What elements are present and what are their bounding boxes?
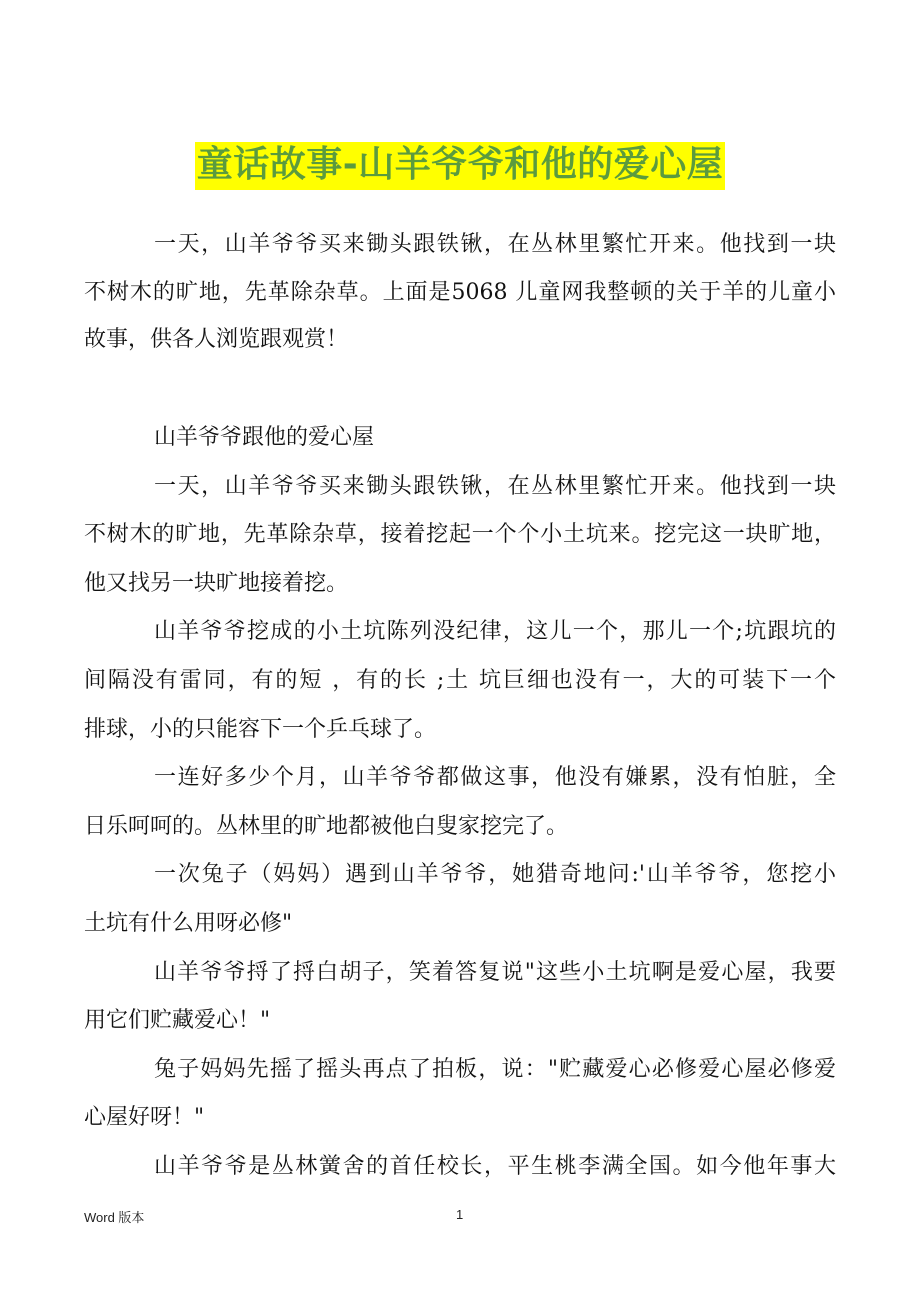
text-line: 他又找另一块旷地接着挖。 (84, 570, 349, 596)
text-line: 不树木的旷地，先革除杂草，接着挖起一个个小土坑来。挖完这一块旷地， (84, 522, 836, 548)
text-line: 一天，山羊爷爷买来锄头跟铁锹，在丛林里繁忙开来。他找到一块 (154, 473, 836, 499)
text-line: 日乐呵呵的。丛林里的旷地都被他白叟家挖完了。 (84, 813, 569, 839)
text-line: 兔子妈妈先摇了摇头再点了拍板，说："贮藏爱心必修爱心屋必修爱 (154, 1056, 836, 1082)
text-line: 心屋好呀！" (84, 1105, 205, 1131)
page-number: 1 (456, 1207, 464, 1222)
text-line: 一次兔子（妈妈）遇到山羊爷爷，她猎奇地问:'山羊爷爷，您挖小 (154, 862, 836, 888)
story-body (84, 414, 836, 1192)
document-title: 童话故事-山羊爷爷和他的爱心屋 (195, 142, 725, 190)
text-line: 山羊爷爷是丛林黉舍的首任校长，平生桃李满全国。如今他年事大 (154, 1153, 836, 1179)
text-line: 排球，小的只能容下一个乒乓球了。 (84, 716, 437, 742)
text-line: 一连好多少个月，山羊爷爷都做这事，他没有嫌累，没有怕脏，全 (154, 765, 836, 791)
footer-label: Word 版本 (84, 1210, 145, 1225)
text-line: 不树木的旷地，先革除杂草。上面是5068 儿童网我整顿的关于羊的儿童小 (84, 279, 836, 305)
intro-paragraph (84, 221, 836, 364)
text-line: 土坑有什么用呀必修" (84, 910, 293, 936)
text-line: 故事，供各人浏览跟观赏！ (84, 327, 349, 352)
text-line: 用它们贮藏爱心！" (84, 1008, 271, 1034)
text-line: 山羊爷爷挖成的小土坑陈列没纪律，这儿一个，那儿一个;坑跟坑的 (154, 619, 836, 645)
text-line: 一天，山羊爷爷买来锄头跟铁锹，在丛林里繁忙开来。他找到一块 (154, 232, 836, 257)
title-container (0, 142, 920, 190)
text-line: 山羊爷爷捋了捋白胡子，笑着答复说"这些小土坑啊是爱心屋，我要 (154, 959, 836, 985)
text-line: 间隔没有雷同，有的短 ，有的长 ;土 坑巨细也没有一，大的可装下一个 (84, 667, 836, 693)
story-heading: 山羊爷爷跟他的爱心屋 (154, 425, 375, 450)
